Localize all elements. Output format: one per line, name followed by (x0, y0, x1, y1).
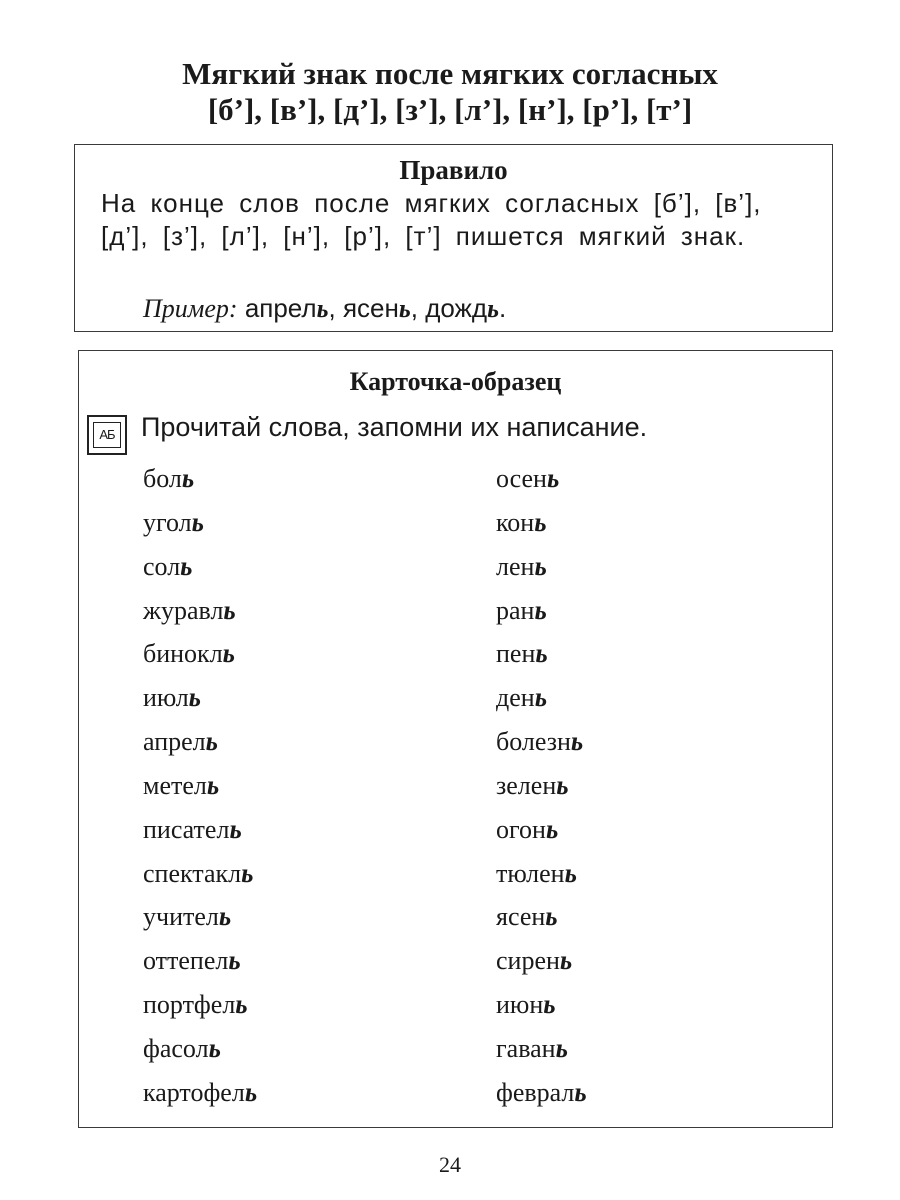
word-item (496, 638, 587, 682)
soft-sign: ь (208, 1032, 221, 1063)
word-stem: угол (143, 507, 192, 537)
word-stem: ясен (342, 293, 399, 323)
word-item (496, 595, 587, 639)
word-stem: пен (496, 639, 536, 669)
word-item (143, 814, 257, 858)
soft-sign: ь (228, 945, 241, 976)
word-stem: апрел (244, 293, 317, 323)
word-stem: метел (143, 770, 207, 800)
word-stem: июн (496, 990, 544, 1020)
word-stem: ран (496, 595, 535, 625)
title-line-2: [б’], [в’], [д’], [з’], [л’], [н’], [р’], [т’] (207, 92, 693, 127)
word-item (496, 551, 587, 595)
rule-heading: Правило (399, 155, 508, 185)
word-item (496, 1077, 587, 1121)
word-stem: феврал (496, 1077, 575, 1107)
soft-sign: ь (181, 463, 195, 493)
soft-sign: ь (223, 594, 236, 625)
soft-sign: ь (574, 1076, 587, 1107)
soft-sign: ь (244, 1076, 258, 1107)
soft-sign: ь (555, 1032, 568, 1063)
soft-sign: ь (241, 857, 254, 888)
example-label: Пример: (143, 294, 238, 323)
soft-sign: ь (180, 550, 193, 581)
example-word (343, 293, 411, 323)
sample-card (78, 350, 833, 1128)
card-heading: Карточка-образец (349, 367, 562, 396)
soft-sign: ь (534, 506, 547, 537)
soft-sign: ь (534, 682, 548, 713)
word-stem: оттепел (143, 946, 229, 976)
word-item (143, 945, 257, 989)
soft-sign: ь (570, 726, 584, 757)
title-line-1: Мягкий знак после мягких согласных (182, 56, 718, 91)
word-item (496, 989, 587, 1033)
word-item (496, 945, 587, 989)
soft-sign: ь (229, 813, 242, 844)
word-stem: сол (143, 551, 181, 581)
rule-example (143, 293, 506, 324)
word-stem: портфел (143, 990, 236, 1020)
word-stem: болезн (496, 727, 571, 757)
word-item (143, 726, 257, 770)
soft-sign: ь (398, 294, 411, 323)
soft-sign: ь (564, 857, 577, 888)
word-item (143, 507, 257, 551)
soft-sign: ь (218, 901, 232, 932)
rule-box (74, 144, 833, 332)
word-stem: гаван (496, 1033, 556, 1063)
word-stem: писател (143, 814, 230, 844)
word-stem: апрел (143, 727, 206, 757)
rule-text: На конце слов после мягких согласных [б’], [в’], [д’], [з’], [л’], [н’], [р’], [т’] пишется мягкий знак. (101, 188, 762, 251)
soft-sign: ь (545, 901, 558, 932)
soft-sign: ь (316, 294, 329, 323)
word-stem: июл (143, 683, 189, 713)
soft-sign: ь (556, 769, 569, 800)
word-column-left (143, 463, 257, 1121)
book-icon-letters: АБ (93, 422, 121, 448)
word-item (496, 726, 587, 770)
word-item (143, 770, 257, 814)
word-stem: зелен (496, 770, 557, 800)
example-separator: , (328, 293, 343, 323)
soft-sign: ь (543, 989, 556, 1020)
page-number: 24 (439, 1152, 461, 1177)
example-separator: . (498, 293, 507, 323)
word-item (143, 989, 257, 1033)
page-title (0, 56, 900, 128)
soft-sign: ь (534, 594, 547, 625)
soft-sign: ь (206, 769, 220, 800)
word-item (143, 901, 257, 945)
example-words (245, 293, 506, 323)
word-stem: ден (496, 683, 535, 713)
word-stem: сирен (496, 946, 560, 976)
soft-sign: ь (545, 813, 559, 844)
word-item (143, 463, 257, 507)
word-column-right (496, 463, 587, 1121)
word-item (143, 595, 257, 639)
soft-sign: ь (559, 945, 573, 976)
word-item (496, 858, 587, 902)
soft-sign: ь (235, 989, 248, 1020)
word-stem: тюлен (496, 858, 565, 888)
word-item (143, 682, 257, 726)
word-stem: кон (496, 507, 535, 537)
soft-sign: ь (487, 294, 499, 323)
card-instruction: Прочитай слова, запомни их написание. (141, 412, 648, 442)
word-item (496, 682, 587, 726)
word-item (143, 1033, 257, 1077)
book-ab-icon (87, 415, 127, 455)
example-word (245, 293, 329, 323)
word-item (143, 1077, 257, 1121)
soft-sign: ь (205, 726, 218, 757)
word-item (496, 770, 587, 814)
soft-sign: ь (191, 506, 204, 537)
example-separator: , (410, 293, 426, 323)
word-stem: бол (143, 464, 182, 493)
soft-sign: ь (546, 463, 560, 493)
word-item (143, 858, 257, 902)
word-item (496, 1033, 587, 1077)
word-stem: фасол (143, 1033, 209, 1063)
soft-sign: ь (188, 682, 202, 713)
word-stem: бинокл (143, 639, 223, 669)
word-item (496, 814, 587, 858)
soft-sign: ь (534, 550, 547, 581)
word-item (143, 638, 257, 682)
word-stem: учител (143, 902, 219, 932)
word-item (496, 463, 587, 507)
word-item (496, 901, 587, 945)
word-stem: журавл (143, 595, 224, 625)
soft-sign: ь (535, 638, 548, 669)
word-item (496, 507, 587, 551)
word-item (143, 551, 257, 595)
word-stem: спектакл (143, 858, 242, 888)
word-stem: лен (496, 551, 535, 581)
example-word (425, 293, 499, 323)
word-stem: картофел (143, 1077, 245, 1107)
soft-sign: ь (222, 638, 236, 669)
word-stem: огон (496, 814, 546, 844)
word-stem: осен (496, 464, 547, 493)
word-stem: ясен (496, 902, 546, 932)
word-stem: дожд (425, 293, 488, 323)
